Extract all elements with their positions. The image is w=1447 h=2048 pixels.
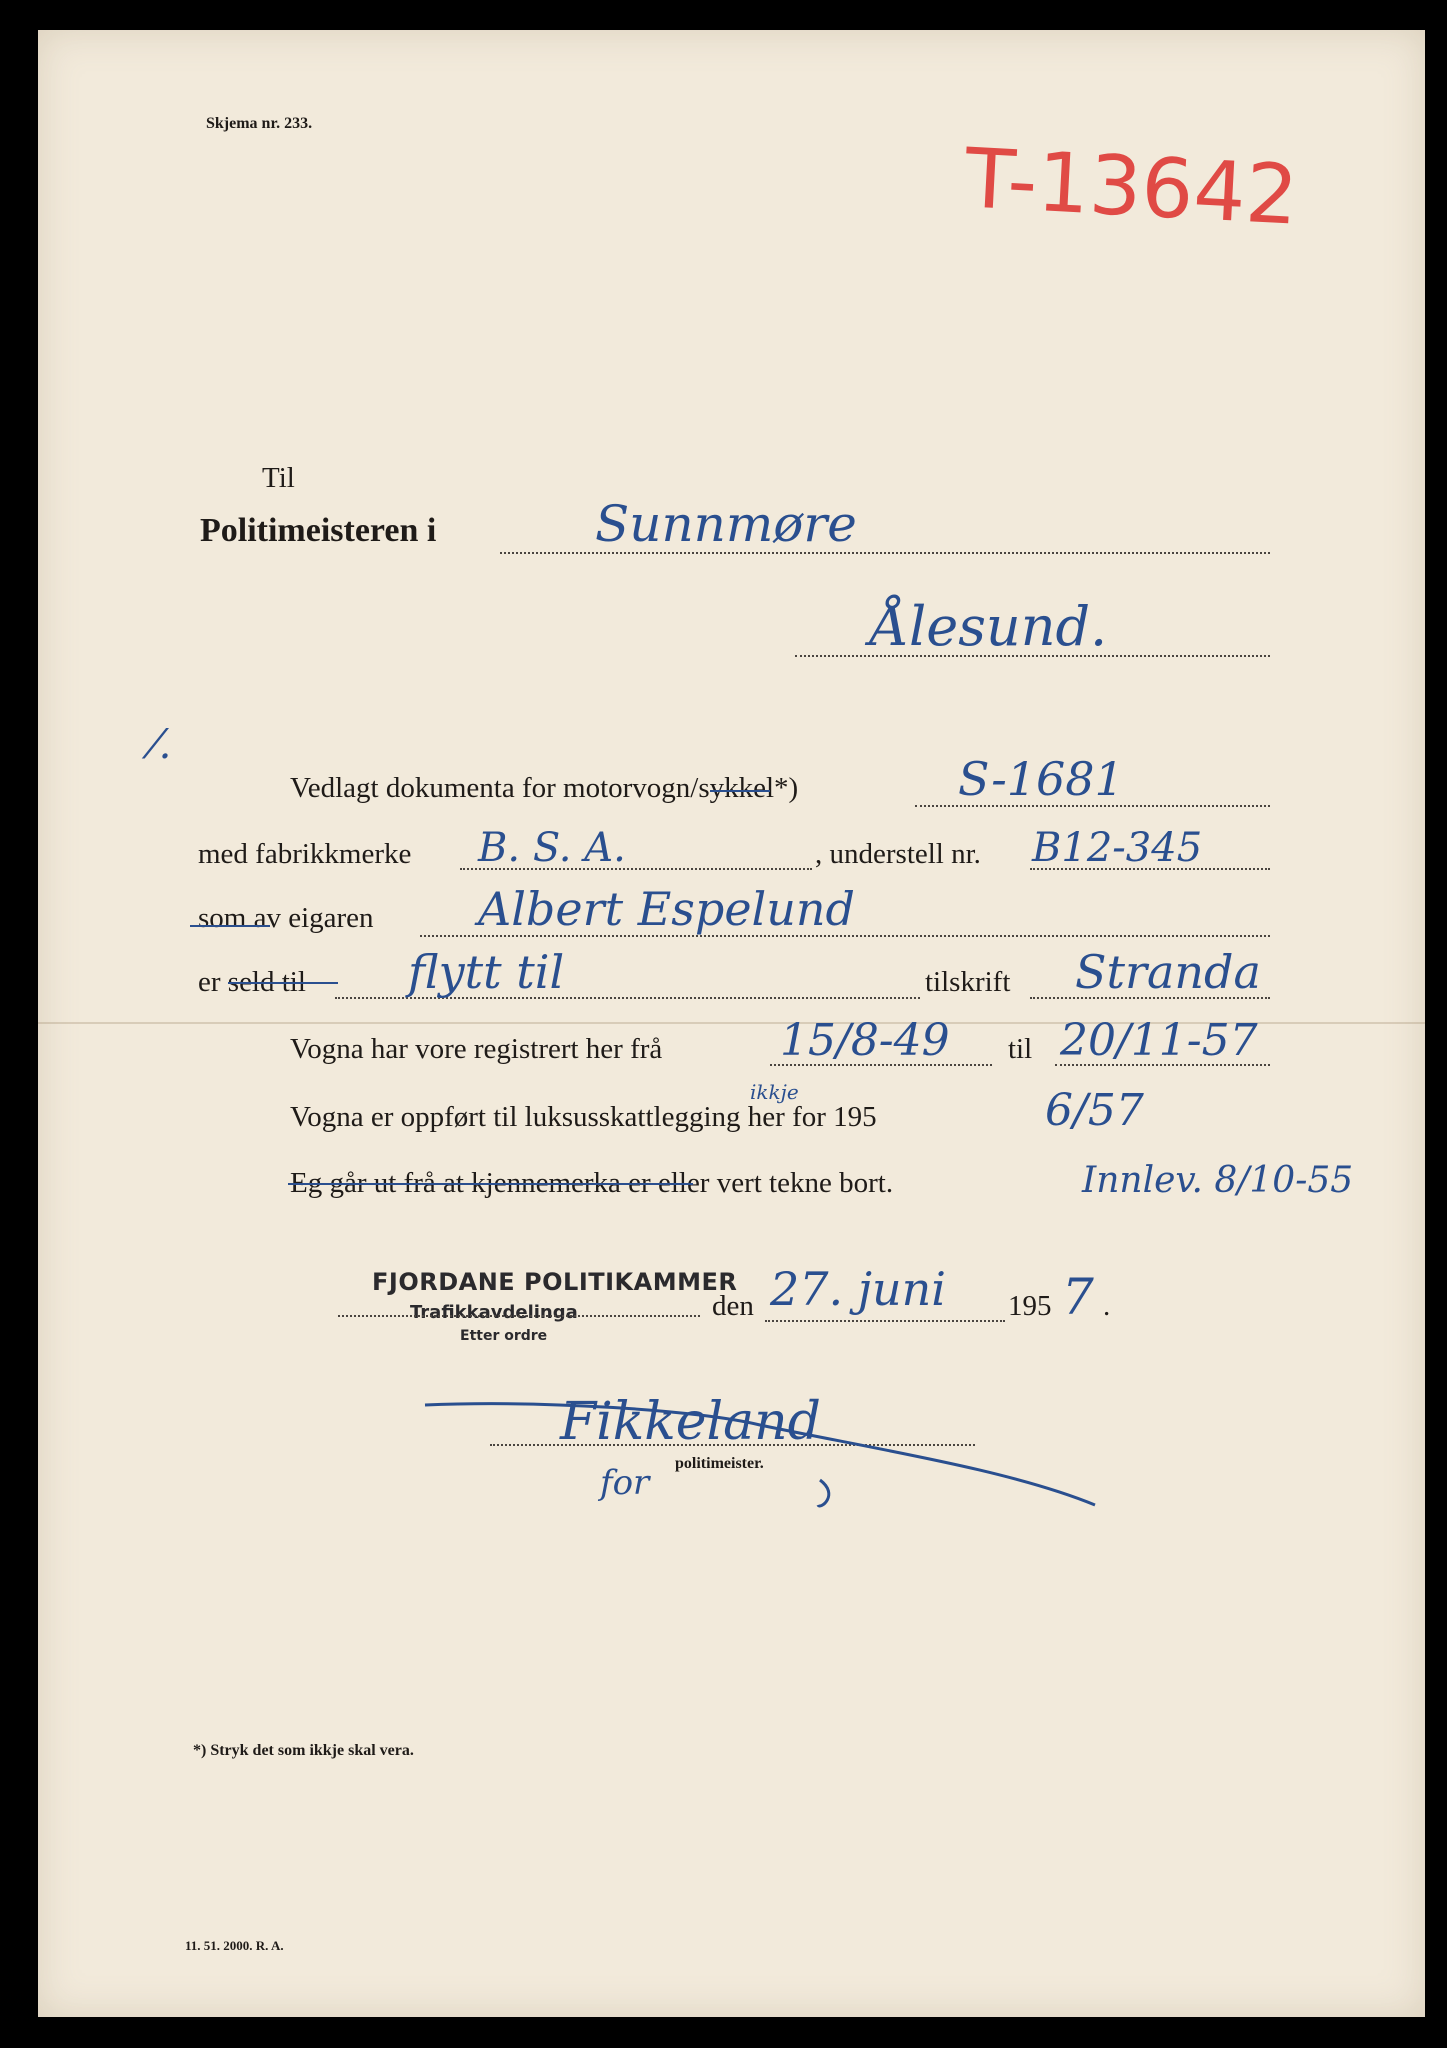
date-value: 27. juni [770,1262,947,1316]
transfer-value: flytt til [408,945,565,999]
make-label: med fabrikkmerke [198,838,412,870]
signature-name: Fikkeland [560,1392,821,1452]
registered-to-label: til [1008,1033,1033,1065]
chassis-label: , understell nr. [815,838,981,870]
stamp-line3: Etter ordre [460,1328,548,1344]
registered-from: 15/8-49 [780,1015,950,1066]
signature-label: politimeister. [675,1455,764,1472]
signature-prefix: for [600,1463,650,1503]
plates-label: Eg går ut frå at kjennemerka er eller vert tekne bort. [290,1167,894,1199]
recipient-district: Sunnmøre [595,495,857,553]
year-suffix: 7 [1062,1268,1094,1326]
transfer-label: er seld til [198,966,306,998]
registered-to: 20/11-57 [1060,1015,1258,1066]
tax-insert: ikkje [750,1080,799,1104]
tax-year: 6/57 [1045,1085,1144,1136]
address-value: Stranda [1075,945,1261,999]
chassis-number: B12-345 [1032,825,1203,871]
address-label: tilskrift [925,966,1011,998]
stamp-line1: FJORDANE POLITIKAMMER [372,1268,738,1296]
date-label: den [712,1290,754,1322]
stamp-line2: Trafikkavdelinga [410,1302,578,1323]
archive-number: T-13642 [962,131,1301,244]
to-label: Til [262,462,295,494]
recipient-city: Ålesund. [870,595,1108,658]
vehicle-type-label: Vedlagt dokumenta for motorvogn/sykkel*) [290,772,799,804]
registration-number: S-1681 [958,752,1124,806]
registered-label: Vogna har vore registrert her frå [290,1033,663,1065]
owner-name: Albert Espelund [478,882,855,936]
plates-note: Innlev. 8/10-55 [1082,1160,1354,1201]
tax-label: Vogna er oppført til luksusskattlegging her for 195 [290,1101,877,1133]
date-end: . [1103,1290,1111,1322]
print-code: 11. 51. 2000. R. A. [185,1938,284,1953]
year-prefix: 195 [1008,1290,1052,1322]
footnote: *) Stryk det som ikkje skal vera. [193,1742,414,1759]
owner-label: som av eigaren [198,902,374,934]
make-value: B. S. A. [478,825,626,871]
recipient-label: Politimeisteren i [200,512,437,549]
form-number: Skjema nr. 233. [206,115,313,132]
margin-mark: ⁄. [152,722,172,768]
